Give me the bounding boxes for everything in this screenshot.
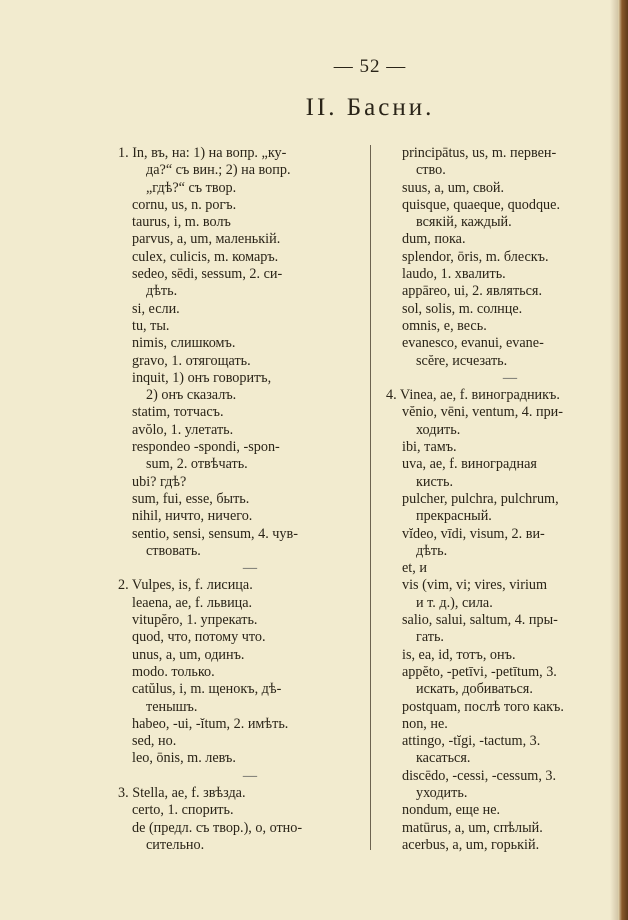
- vocabulary-entry: certo, 1. спорить.: [132, 802, 234, 819]
- entry-continuation: кисть.: [416, 473, 453, 490]
- vocabulary-entry: unus, a, um, одинъ.: [132, 646, 245, 663]
- vocabulary-entry: et, и: [402, 560, 427, 577]
- vocabulary-entry: discēdo, -cessi, -cessum, 3.: [402, 767, 557, 784]
- section-title: II. Басни.: [305, 94, 435, 121]
- vocabulary-entry: quod, что, потому что.: [132, 629, 266, 646]
- vocabulary-entry: inquit, 1) онъ говоритъ,: [132, 369, 272, 386]
- vocabulary-entry: sol, solis, m. солнце.: [402, 300, 523, 317]
- entry-continuation: ствовать.: [146, 542, 201, 559]
- entry-continuation: scĕre, исчезать.: [416, 352, 508, 369]
- entry-continuation: гать.: [416, 629, 444, 646]
- vocabulary-column-right: [386, 145, 620, 854]
- entry-continuation: тенышъ.: [146, 698, 198, 715]
- vocabulary-entry: leo, ōnis, m. левъ.: [132, 750, 236, 767]
- entry-continuation: дѣть.: [146, 283, 178, 300]
- vocabulary-entry: appāreo, ui, 2. являться.: [402, 283, 542, 300]
- vocabulary-entry: leaena, ae, f. львица.: [132, 594, 253, 611]
- column-divider: [370, 145, 371, 850]
- vocabulary-entry: culex, culicis, m. комаръ.: [132, 248, 279, 265]
- vocabulary-entry: is, ea, id, тотъ, онъ.: [402, 646, 516, 663]
- vocabulary-entry: principātus, us, m. первен-: [402, 145, 557, 161]
- vocabulary-entry: laudo, 1. хвалить.: [402, 266, 506, 283]
- vocabulary-entry: suus, a, um, свой.: [402, 179, 505, 196]
- fable-heading-entry: 1. In, въ, на: 1) на вопр. „ку-: [118, 145, 287, 161]
- entry-continuation: „гдѣ?“ съ твор.: [146, 179, 237, 196]
- vocabulary-entry: catŭlus, i, m. щенокъ, дѣ-: [132, 681, 282, 698]
- entry-continuation: да?“ съ вин.; 2) на вопр.: [146, 162, 291, 179]
- entry-continuation: ходить.: [416, 421, 461, 438]
- vocabulary-entry: omnis, e, весь.: [402, 317, 487, 334]
- section-separator: —: [502, 369, 518, 386]
- section-separator: —: [242, 560, 258, 577]
- entry-continuation: сительно.: [146, 836, 205, 853]
- vocabulary-entry: matūrus, a, um, спѣлый.: [402, 819, 543, 836]
- section-separator: —: [242, 767, 258, 784]
- vocabulary-entry: parvus, a, um, маленькій.: [132, 231, 281, 248]
- vocabulary-entry: vĕnio, vēni, ventum, 4. при-: [402, 404, 563, 421]
- vocabulary-entry: evanesco, evanui, evane-: [402, 335, 544, 352]
- vocabulary-entry: tu, ты.: [132, 317, 170, 334]
- vocabulary-entry: attingo, -tĭgi, -tactum, 3.: [402, 733, 541, 750]
- entry-continuation: искать, добиваться.: [416, 681, 533, 698]
- vocabulary-entry: splendor, ōris, m. блескъ.: [402, 248, 549, 265]
- vocabulary-column-left: [118, 145, 368, 854]
- vocabulary-entry: nondum, еще не.: [402, 802, 501, 819]
- vocabulary-entry: uva, ae, f. виноградная: [402, 456, 537, 473]
- vocabulary-entry: salio, salui, saltum, 4. пры-: [402, 612, 558, 629]
- vocabulary-entry: dum, пока.: [402, 231, 466, 248]
- vocabulary-entry: de (предл. съ твор.), о, отно-: [132, 819, 303, 836]
- vocabulary-entry: cornu, us, n. рогъ.: [132, 196, 237, 213]
- vocabulary-entry: vis (vim, vi; vires, virium: [402, 577, 548, 594]
- vocabulary-entry: postquam, послѣ того какъ.: [402, 698, 564, 715]
- entry-continuation: sum, 2. отвѣчать.: [146, 456, 248, 473]
- entry-continuation: и т. д.), сила.: [416, 594, 493, 611]
- entry-continuation: дѣть.: [416, 542, 448, 559]
- vocabulary-entry: quisque, quaeque, quodque.: [402, 196, 560, 213]
- vocabulary-entry: nimis, слишкомъ.: [132, 335, 236, 352]
- fable-heading-entry: 4. Vinea, ae, f. виноградникъ.: [386, 387, 560, 404]
- vocabulary-entry: gravo, 1. отягощать.: [132, 352, 251, 369]
- vocabulary-entry: appĕto, -petīvi, -petītum, 3.: [402, 663, 557, 680]
- vocabulary-entry: vĭdeo, vīdi, visum, 2. ви-: [402, 525, 545, 542]
- vocabulary-entry: modo. только.: [132, 663, 215, 680]
- page-number: — 52 —: [333, 56, 407, 77]
- vocabulary-entry: acerbus, a, um, горькій.: [402, 836, 540, 853]
- entry-continuation: касаться.: [416, 750, 471, 767]
- vocabulary-entry: si, если.: [132, 300, 180, 317]
- entry-continuation: 2) онъ сказалъ.: [146, 387, 237, 404]
- vocabulary-entry: sedeo, sēdi, sessum, 2. си-: [132, 266, 283, 283]
- vocabulary-entry: non, не.: [402, 715, 448, 732]
- vocabulary-entry: sum, fui, esse, быть.: [132, 490, 250, 507]
- vocabulary-entry: habeo, -ui, -ĭtum, 2. имѣть.: [132, 715, 289, 732]
- entry-continuation: ство.: [416, 162, 446, 179]
- vocabulary-entry: ubi? гдѣ?: [132, 473, 187, 490]
- vocabulary-entry: taurus, i, m. волъ: [132, 214, 231, 231]
- entry-continuation: прекрасный.: [416, 508, 492, 525]
- entry-continuation: уходить.: [416, 784, 468, 801]
- vocabulary-entry: statim, тотчасъ.: [132, 404, 224, 421]
- vocabulary-entry: sentio, sensi, sensum, 4. чув-: [132, 525, 298, 542]
- fable-heading-entry: 2. Vulpes, is, f. лисица.: [118, 577, 253, 594]
- vocabulary-entry: respondeo -spondi, -spon-: [132, 439, 280, 456]
- entry-continuation: всякій, каждый.: [416, 214, 512, 231]
- vocabulary-entry: sed, но.: [132, 733, 177, 750]
- vocabulary-entry: pulcher, pulchra, pulchrum,: [402, 490, 559, 507]
- fable-heading-entry: 3. Stella, ae, f. звѣзда.: [118, 784, 246, 801]
- vocabulary-entry: ibi, тамъ.: [402, 439, 457, 456]
- vocabulary-entry: vitupĕro, 1. упрекать.: [132, 612, 258, 629]
- vocabulary-entry: avŏlo, 1. улетать.: [132, 421, 234, 438]
- vocabulary-entry: nihil, ничто, ничего.: [132, 508, 253, 525]
